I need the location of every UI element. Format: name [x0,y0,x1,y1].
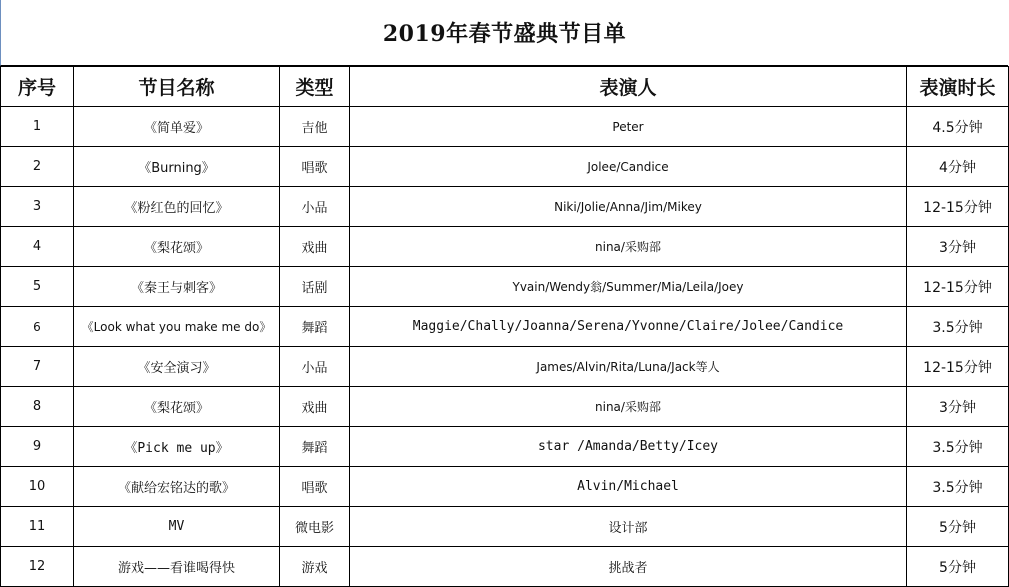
cell-no[interactable]: 10 [1,467,74,507]
cell-performers[interactable]: Yvain/Wendy翁/Summer/Mia/Leila/Joey [350,267,907,307]
cell-no[interactable]: 12 [1,547,74,587]
cell-name[interactable]: 《秦王与刺客》 [74,267,280,307]
table-row [1,427,1009,467]
cell-no[interactable]: 5 [1,267,74,307]
cell-name[interactable]: 《安全演习》 [74,347,280,387]
cell-name[interactable]: 《献给宏铭达的歌》 [74,467,280,507]
cell-duration[interactable]: 3.5分钟 [907,427,1009,467]
cell-no[interactable]: 4 [1,227,74,267]
cell-performers[interactable]: James/Alvin/Rita/Luna/Jack等人 [350,347,907,387]
table-row [1,107,1009,147]
cell-performers[interactable]: star /Amanda/Betty/Icey [350,427,907,467]
cell-performers[interactable]: nina/采购部 [350,227,907,267]
cell-type[interactable]: 微电影 [280,507,350,547]
cell-performers[interactable]: Maggie/Chally/Joanna/Serena/Yvonne/Claire/Jolee/Candice [350,307,907,347]
cell-name[interactable]: 《简单爱》 [74,107,280,147]
cell-type[interactable]: 小品 [280,187,350,227]
table-row [1,227,1009,267]
cell-duration[interactable]: 3.5分钟 [907,467,1009,507]
table-row [1,267,1009,307]
cell-performers[interactable]: Niki/Jolie/Anna/Jim/Mikey [350,187,907,227]
cell-no[interactable]: 1 [1,107,74,147]
cell-type[interactable]: 游戏 [280,547,350,587]
cell-duration[interactable]: 5分钟 [907,507,1009,547]
cell-name[interactable]: 《粉红色的回忆》 [74,187,280,227]
cell-performers[interactable]: 设计部 [350,507,907,547]
table-row [1,547,1009,587]
cell-no[interactable]: 2 [1,147,74,187]
cell-name[interactable]: 游戏——看谁喝得快 [74,547,280,587]
cell-no[interactable]: 9 [1,427,74,467]
table-row [1,187,1009,227]
header-row [1,67,1009,107]
cell-performers[interactable]: Peter [350,107,907,147]
table-row [1,347,1009,387]
header-type[interactable]: 类型 [280,67,350,107]
cell-duration[interactable]: 12-15分钟 [907,187,1009,227]
cell-name[interactable]: 《梨花颂》 [74,387,280,427]
cell-type[interactable]: 小品 [280,347,350,387]
title-cell[interactable] [0,0,1008,66]
cell-duration[interactable]: 3分钟 [907,387,1009,427]
cell-duration[interactable]: 3.5分钟 [907,307,1009,347]
cell-duration[interactable]: 12-15分钟 [907,347,1009,387]
cell-duration[interactable]: 5分钟 [907,547,1009,587]
cell-duration[interactable]: 4分钟 [907,147,1009,187]
cell-name[interactable]: 《Look what you make me do》 [74,307,280,347]
cell-no[interactable]: 3 [1,187,74,227]
cell-type[interactable]: 唱歌 [280,467,350,507]
header-performers[interactable]: 表演人 [350,67,907,107]
cell-performers[interactable]: nina/采购部 [350,387,907,427]
cell-performers[interactable]: 挑战者 [350,547,907,587]
table-row [1,147,1009,187]
cell-performers[interactable]: Alvin/Michael [350,467,907,507]
cell-name[interactable]: 《Pick me up》 [74,427,280,467]
cell-duration[interactable]: 12-15分钟 [907,267,1009,307]
cell-type[interactable]: 吉他 [280,107,350,147]
header-duration[interactable]: 表演时长 [907,67,1009,107]
cell-type[interactable]: 戏曲 [280,387,350,427]
cell-name[interactable]: 《Burning》 [74,147,280,187]
page-title: 2019年春节盛典节目单 [382,21,627,47]
cell-no[interactable]: 8 [1,387,74,427]
cell-no[interactable]: 11 [1,507,74,547]
cell-no[interactable]: 6 [1,307,74,347]
cell-no[interactable]: 7 [1,347,74,387]
cell-name[interactable]: 《梨花颂》 [74,227,280,267]
table-row [1,467,1009,507]
cell-type[interactable]: 舞蹈 [280,427,350,467]
table-row [1,307,1009,347]
table-row [1,387,1009,427]
program-table [0,66,1009,587]
cell-type[interactable]: 话剧 [280,267,350,307]
cell-performers[interactable]: Jolee/Candice [350,147,907,187]
cell-name[interactable]: MV [74,507,280,547]
header-no[interactable]: 序号 [1,67,74,107]
table-row [1,507,1009,547]
cell-type[interactable]: 唱歌 [280,147,350,187]
cell-duration[interactable]: 3分钟 [907,227,1009,267]
cell-type[interactable]: 戏曲 [280,227,350,267]
header-name[interactable]: 节目名称 [74,67,280,107]
cell-type[interactable]: 舞蹈 [280,307,350,347]
cell-duration[interactable]: 4.5分钟 [907,107,1009,147]
